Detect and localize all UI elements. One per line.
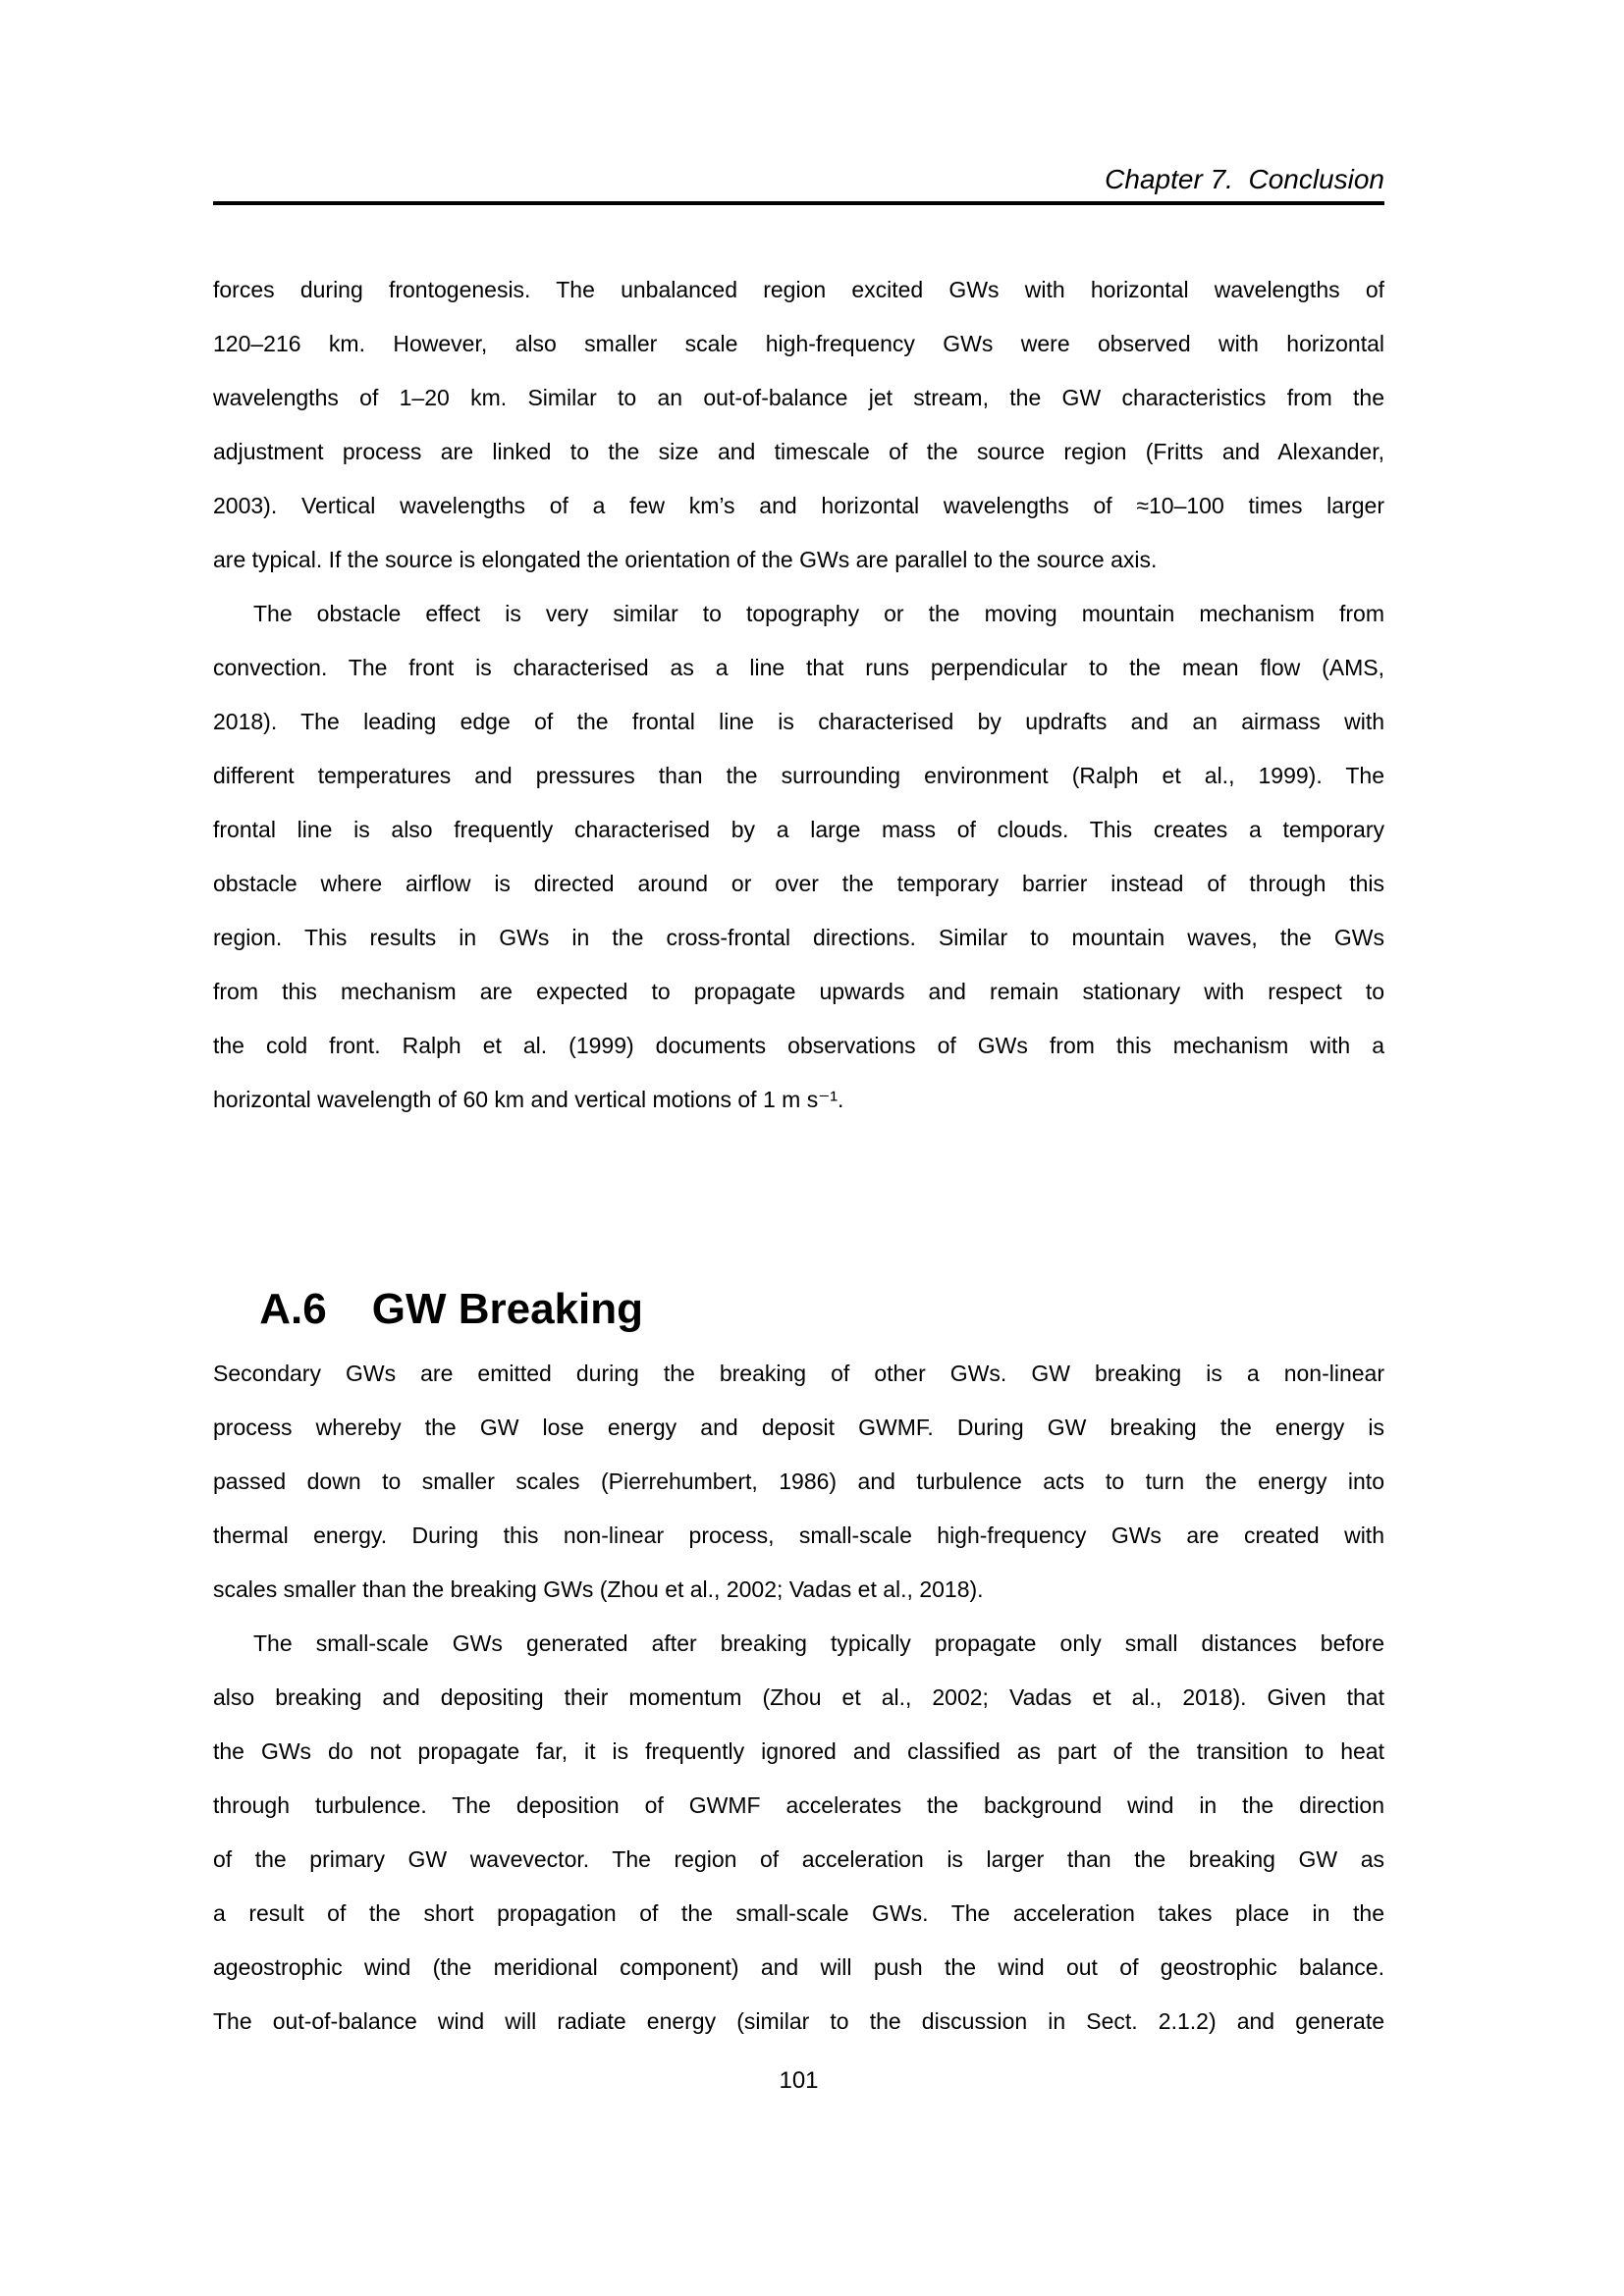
text-line: The out-of-balance wind will radiate energy (similar to the discussion in Sect. 2.1.2) and generate: [213, 2008, 1384, 2034]
text-line: 2018). The leading edge of the frontal line is characterised by updrafts and an airmass with: [213, 709, 1384, 734]
text-line: ageostrophic wind (the meridional component) and will push the wind out of geostrophic balance.: [213, 1954, 1384, 1980]
running-header: Chapter 7. Conclusion: [1105, 164, 1384, 194]
body-text-bottom: [213, 1347, 1384, 2049]
section-number: A.6: [259, 1285, 327, 1333]
text-line: a result of the short propagation of the small-scale GWs. The acceleration takes place in the: [213, 1900, 1384, 1926]
text-line: are typical. If the source is elongated the orientation of the GWs are parallel to the source axis.: [213, 547, 1158, 572]
text-line: wavelengths of 1–20 km. Similar to an out-of-balance jet stream, the GW characteristics from the: [213, 385, 1384, 410]
text-line: through turbulence. The deposition of GWMF accelerates the background wind in the direction: [213, 1792, 1384, 1818]
text-line: frontal line is also frequently characterised by a large mass of clouds. This creates a temporary: [213, 817, 1384, 842]
text-line: thermal energy. During this non-linear process, small-scale high-frequency GWs are created with: [213, 1522, 1384, 1548]
paragraph: [213, 1347, 1384, 1617]
page-number: 101: [779, 2067, 819, 2094]
text-line: from this mechanism are expected to propagate upwards and remain stationary with respect to: [213, 979, 1384, 1004]
text-line: different temperatures and pressures than the surrounding environment (Ralph et al., 1999). The: [213, 763, 1384, 788]
section-title: GW Breaking: [371, 1285, 644, 1333]
text-line: region. This results in GWs in the cross-frontal directions. Similar to mountain waves, the GWs: [213, 925, 1384, 950]
paragraph: [213, 1617, 1384, 2049]
text-line: The small-scale GWs generated after breaking typically propagate only small distances before: [253, 1630, 1384, 1656]
text-line: of the primary GW wavevector. The region of acceleration is larger than the breaking GW as: [213, 1846, 1384, 1872]
header-rule: [213, 201, 1384, 205]
text-line: scales smaller than the breaking GWs (Zhou et al., 2002; Vadas et al., 2018).: [213, 1576, 984, 1602]
text-line: The obstacle effect is very similar to topography or the moving mountain mechanism from: [253, 601, 1384, 626]
text-line: horizontal wavelength of 60 km and vertical motions of 1 m s⁻¹.: [213, 1087, 844, 1112]
text-line: adjustment process are linked to the size and timescale of the source region (Fritts and Alexander,: [213, 439, 1384, 464]
text-line: 120–216 km. However, also smaller scale high-frequency GWs were observed with horizontal: [213, 331, 1384, 356]
paragraph: [213, 263, 1384, 587]
text-line: process whereby the GW lose energy and deposit GWMF. During GW breaking the energy is: [213, 1415, 1384, 1440]
text-line: forces during frontogenesis. The unbalanced region excited GWs with horizontal wavelengths of: [213, 277, 1384, 302]
text-line: 2003). Vertical wavelengths of a few km’s and horizontal wavelengths of ≈10–100 times larger: [213, 493, 1384, 518]
body-text-top: [213, 263, 1384, 1127]
text-line: also breaking and depositing their momentum (Zhou et al., 2002; Vadas et al., 2018). Given that: [213, 1684, 1384, 1710]
text-line: Secondary GWs are emitted during the breaking of other GWs. GW breaking is a non-linear: [213, 1361, 1384, 1386]
text-line: obstacle where airflow is directed around or over the temporary barrier instead of through this: [213, 871, 1384, 896]
text-line: convection. The front is characterised as a line that runs perpendicular to the mean flow (AMS,: [213, 655, 1384, 680]
text-line: passed down to smaller scales (Pierrehumbert, 1986) and turbulence acts to turn the energy into: [213, 1468, 1384, 1494]
text-line: the cold front. Ralph et al. (1999) documents observations of GWs from this mechanism with a: [213, 1033, 1384, 1058]
paragraph: [213, 587, 1384, 1127]
text-line: the GWs do not propagate far, it is frequently ignored and classified as part of the transition to heat: [213, 1738, 1384, 1764]
